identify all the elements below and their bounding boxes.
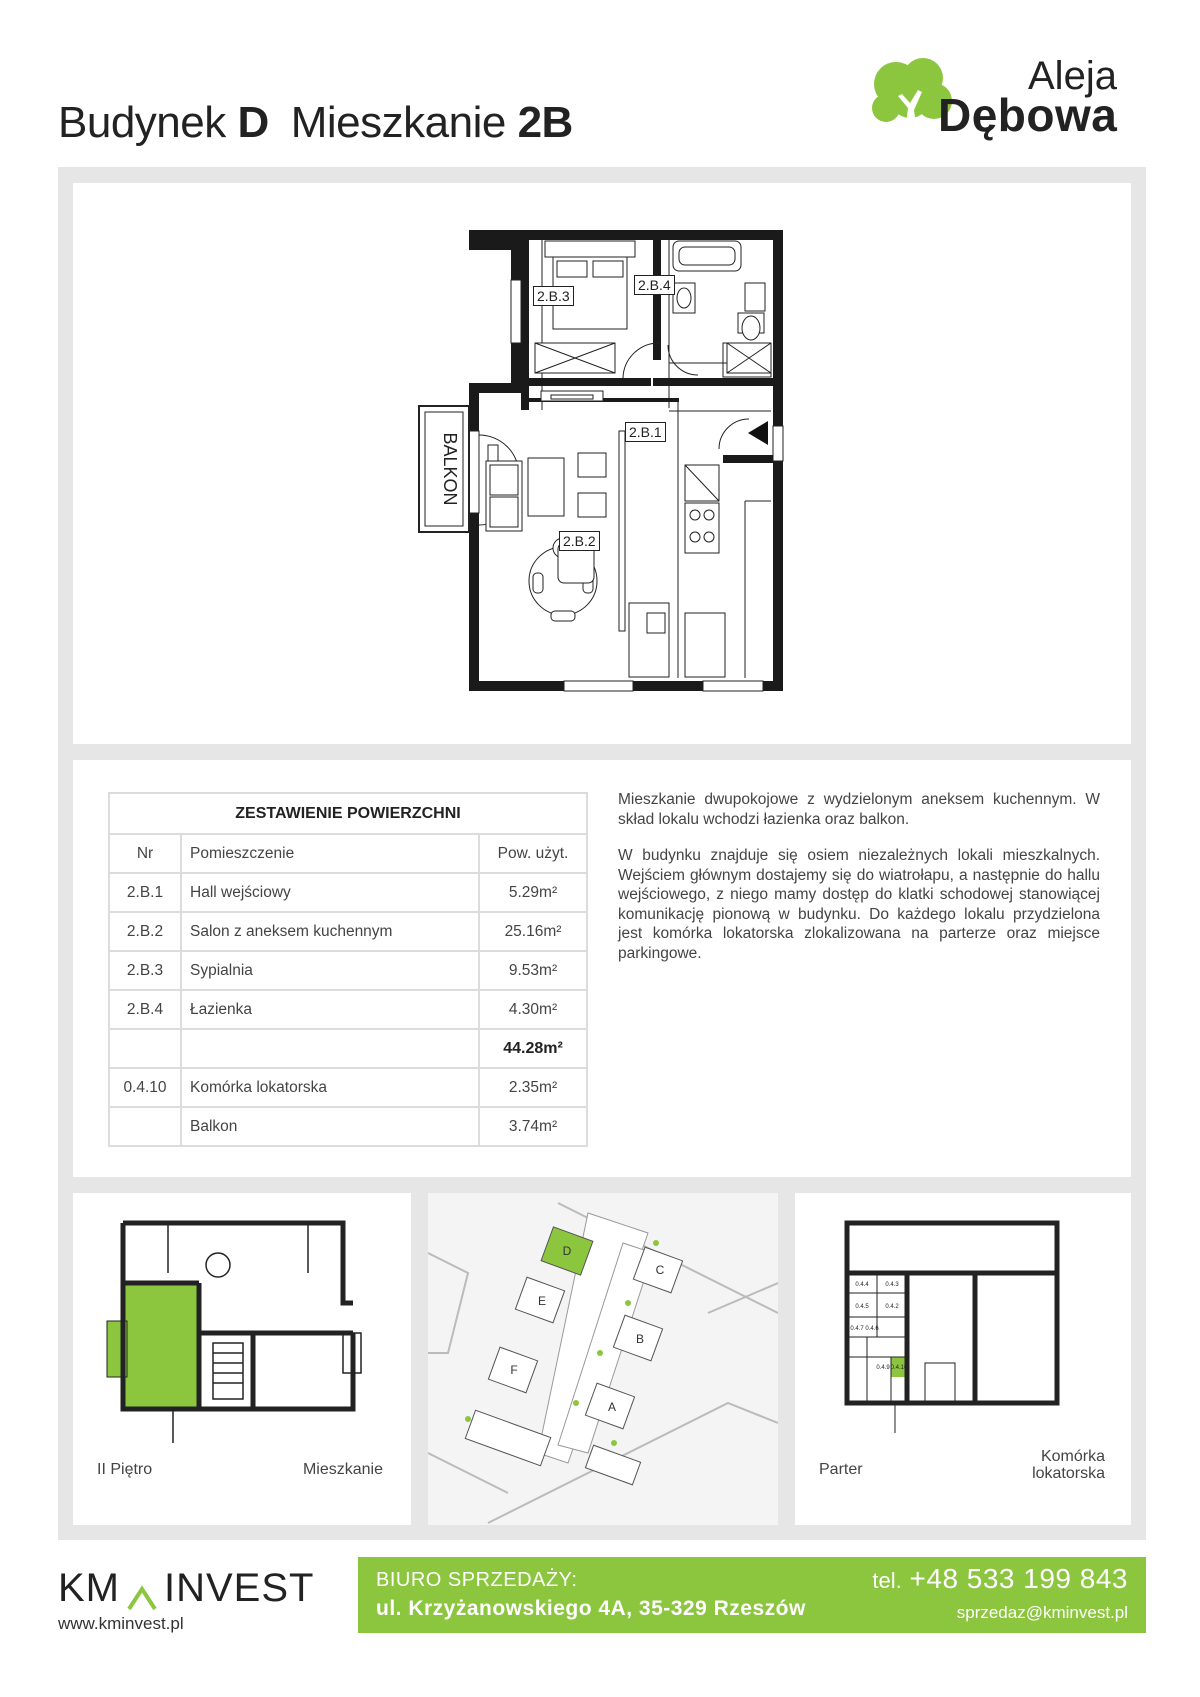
unit-label: 0.4.10: [890, 1365, 908, 1371]
table-row: [109, 951, 587, 990]
room-name: Komórka lokatorska: [181, 1068, 479, 1107]
unit-label: 0.4.5: [855, 1304, 869, 1310]
unit-label: 0.4.6: [865, 1326, 879, 1332]
page-title: [58, 98, 573, 148]
aleja-debowa-logo: [868, 48, 1158, 148]
table-header-row: [109, 834, 587, 873]
total-area: 44.28m²: [479, 1029, 587, 1068]
column-header-nr: Nr: [109, 834, 181, 873]
room-name: Hall wejściowy: [181, 873, 479, 912]
building-b-label: B: [635, 1332, 645, 1346]
room-nr: 2.B.3: [109, 951, 181, 990]
floor-label: Parter: [819, 1461, 863, 1478]
room-label-2b2: 2.B.2: [559, 531, 600, 551]
room-area: 3.74m²: [479, 1107, 587, 1146]
area-table-title: ZESTAWIENIE POWIERZCHNI: [109, 793, 587, 834]
description-paragraph-2: W budynku znajduje się osiem niezależnych lokali mieszkalnych. Wejściem głównym dostajemy się do wiatrołapu, a następnie do hallu wejściowego, z niego mamy dostęp do klatki schodowej stanowiącej komunikację pionową w budynku. Do każdego lokalu przydzielona jest komórka lokatorska zlokalizowana na parterze oraz miejsce parkingowe.: [618, 847, 1100, 962]
room-name: Sypialnia: [181, 951, 479, 990]
apartment-value: 2B: [517, 98, 573, 147]
room-nr: 2.B.2: [109, 912, 181, 951]
unit-label: 0.4.9: [876, 1365, 890, 1371]
building-e-label: E: [537, 1294, 547, 1308]
room-label-2b1: 2.B.1: [625, 422, 666, 442]
table-row: [109, 1068, 587, 1107]
room-area: 25.16m²: [479, 912, 587, 951]
building-c-label: C: [655, 1263, 665, 1277]
logo-text-invest: INVEST: [164, 1566, 315, 1610]
logo-text-km: KM: [58, 1566, 120, 1610]
building-a-label: A: [607, 1400, 617, 1414]
table-row: [109, 873, 587, 912]
site-plan: [428, 1193, 778, 1525]
phone-line: [872, 1563, 1128, 1595]
unit-label: 0.4.2: [885, 1304, 899, 1310]
floor-label: II Piętro: [97, 1461, 153, 1478]
office-label: BIURO SPRZEDAŻY:: [376, 1569, 578, 1591]
website-link[interactable]: www.kminvest.pl: [58, 1614, 184, 1633]
column-header-room: Pomieszczenie: [181, 834, 479, 873]
estate-site-plan: [428, 1193, 778, 1525]
email-link[interactable]: sprzedaz@kminvest.pl: [956, 1603, 1128, 1622]
storage-caption: [1032, 1448, 1105, 1482]
logo-line2: Dębowa: [938, 89, 1118, 141]
total-empty-name: [181, 1029, 479, 1068]
table-row: [109, 1107, 587, 1146]
building-d-label: D: [562, 1244, 572, 1258]
phone-number[interactable]: +48 533 199 843: [909, 1563, 1128, 1594]
apartment-label: Mieszkanie: [290, 98, 506, 147]
room-nr: 2.B.1: [109, 873, 181, 912]
unit-label: 0.4.4: [855, 1282, 869, 1288]
balcony-label: BALKON: [440, 432, 460, 506]
room-nr: 0.4.10: [109, 1068, 181, 1107]
room-name: Balkon: [181, 1107, 479, 1146]
office-address: ul. Krzyżanowskiego 4A, 35-329 Rzeszów: [376, 1597, 806, 1620]
building-f-label: F: [510, 1363, 518, 1377]
table-row: [109, 912, 587, 951]
sales-office-bar: [358, 1557, 1146, 1633]
house-roof-icon: [126, 1576, 158, 1604]
building-value: D: [237, 98, 269, 147]
km-invest-logo: [58, 1566, 314, 1611]
room-area: 5.29m²: [479, 873, 587, 912]
unit-label: 0.4.7: [850, 1326, 864, 1332]
storage-caption-line2: lokatorska: [1032, 1465, 1105, 1482]
apartment-floor-plan: [73, 183, 1131, 744]
room-label-2b3: 2.B.3: [533, 286, 574, 306]
total-empty-nr: [109, 1029, 181, 1068]
apartment-caption: Mieszkanie: [302, 1461, 383, 1478]
room-area: 4.30m²: [479, 990, 587, 1029]
storage-location-plan: [795, 1193, 1131, 1525]
table-row: [109, 990, 587, 1029]
room-area: 2.35m²: [479, 1068, 587, 1107]
unit-label: 0.4.3: [885, 1282, 899, 1288]
column-header-area: Pow. użyt.: [479, 834, 587, 873]
building-label: Budynek: [58, 98, 226, 147]
area-table: [108, 792, 588, 1147]
table-total-row: [109, 1029, 587, 1068]
room-area: 9.53m²: [479, 951, 587, 990]
room-label-2b4: 2.B.4: [634, 275, 675, 295]
phone-prefix: tel.: [872, 1568, 902, 1593]
floor-location-plan: [73, 1193, 411, 1525]
room-name: Salon z aneksem kuchennym: [181, 912, 479, 951]
apartment-description: [618, 790, 1100, 963]
description-paragraph-1: Mieszkanie dwupokojowe z wydzielonym aneksem kuchennym. W skład lokalu wchodzi łazienka oraz balkon.: [618, 791, 1100, 828]
room-nr: [109, 1107, 181, 1146]
floor-plan-panel: [73, 183, 1131, 744]
room-name: Łazienka: [181, 990, 479, 1029]
storage-caption-line1: Komórka: [1040, 1448, 1105, 1465]
room-nr: 2.B.4: [109, 990, 181, 1029]
logo-line1: Aleja: [1028, 54, 1117, 98]
